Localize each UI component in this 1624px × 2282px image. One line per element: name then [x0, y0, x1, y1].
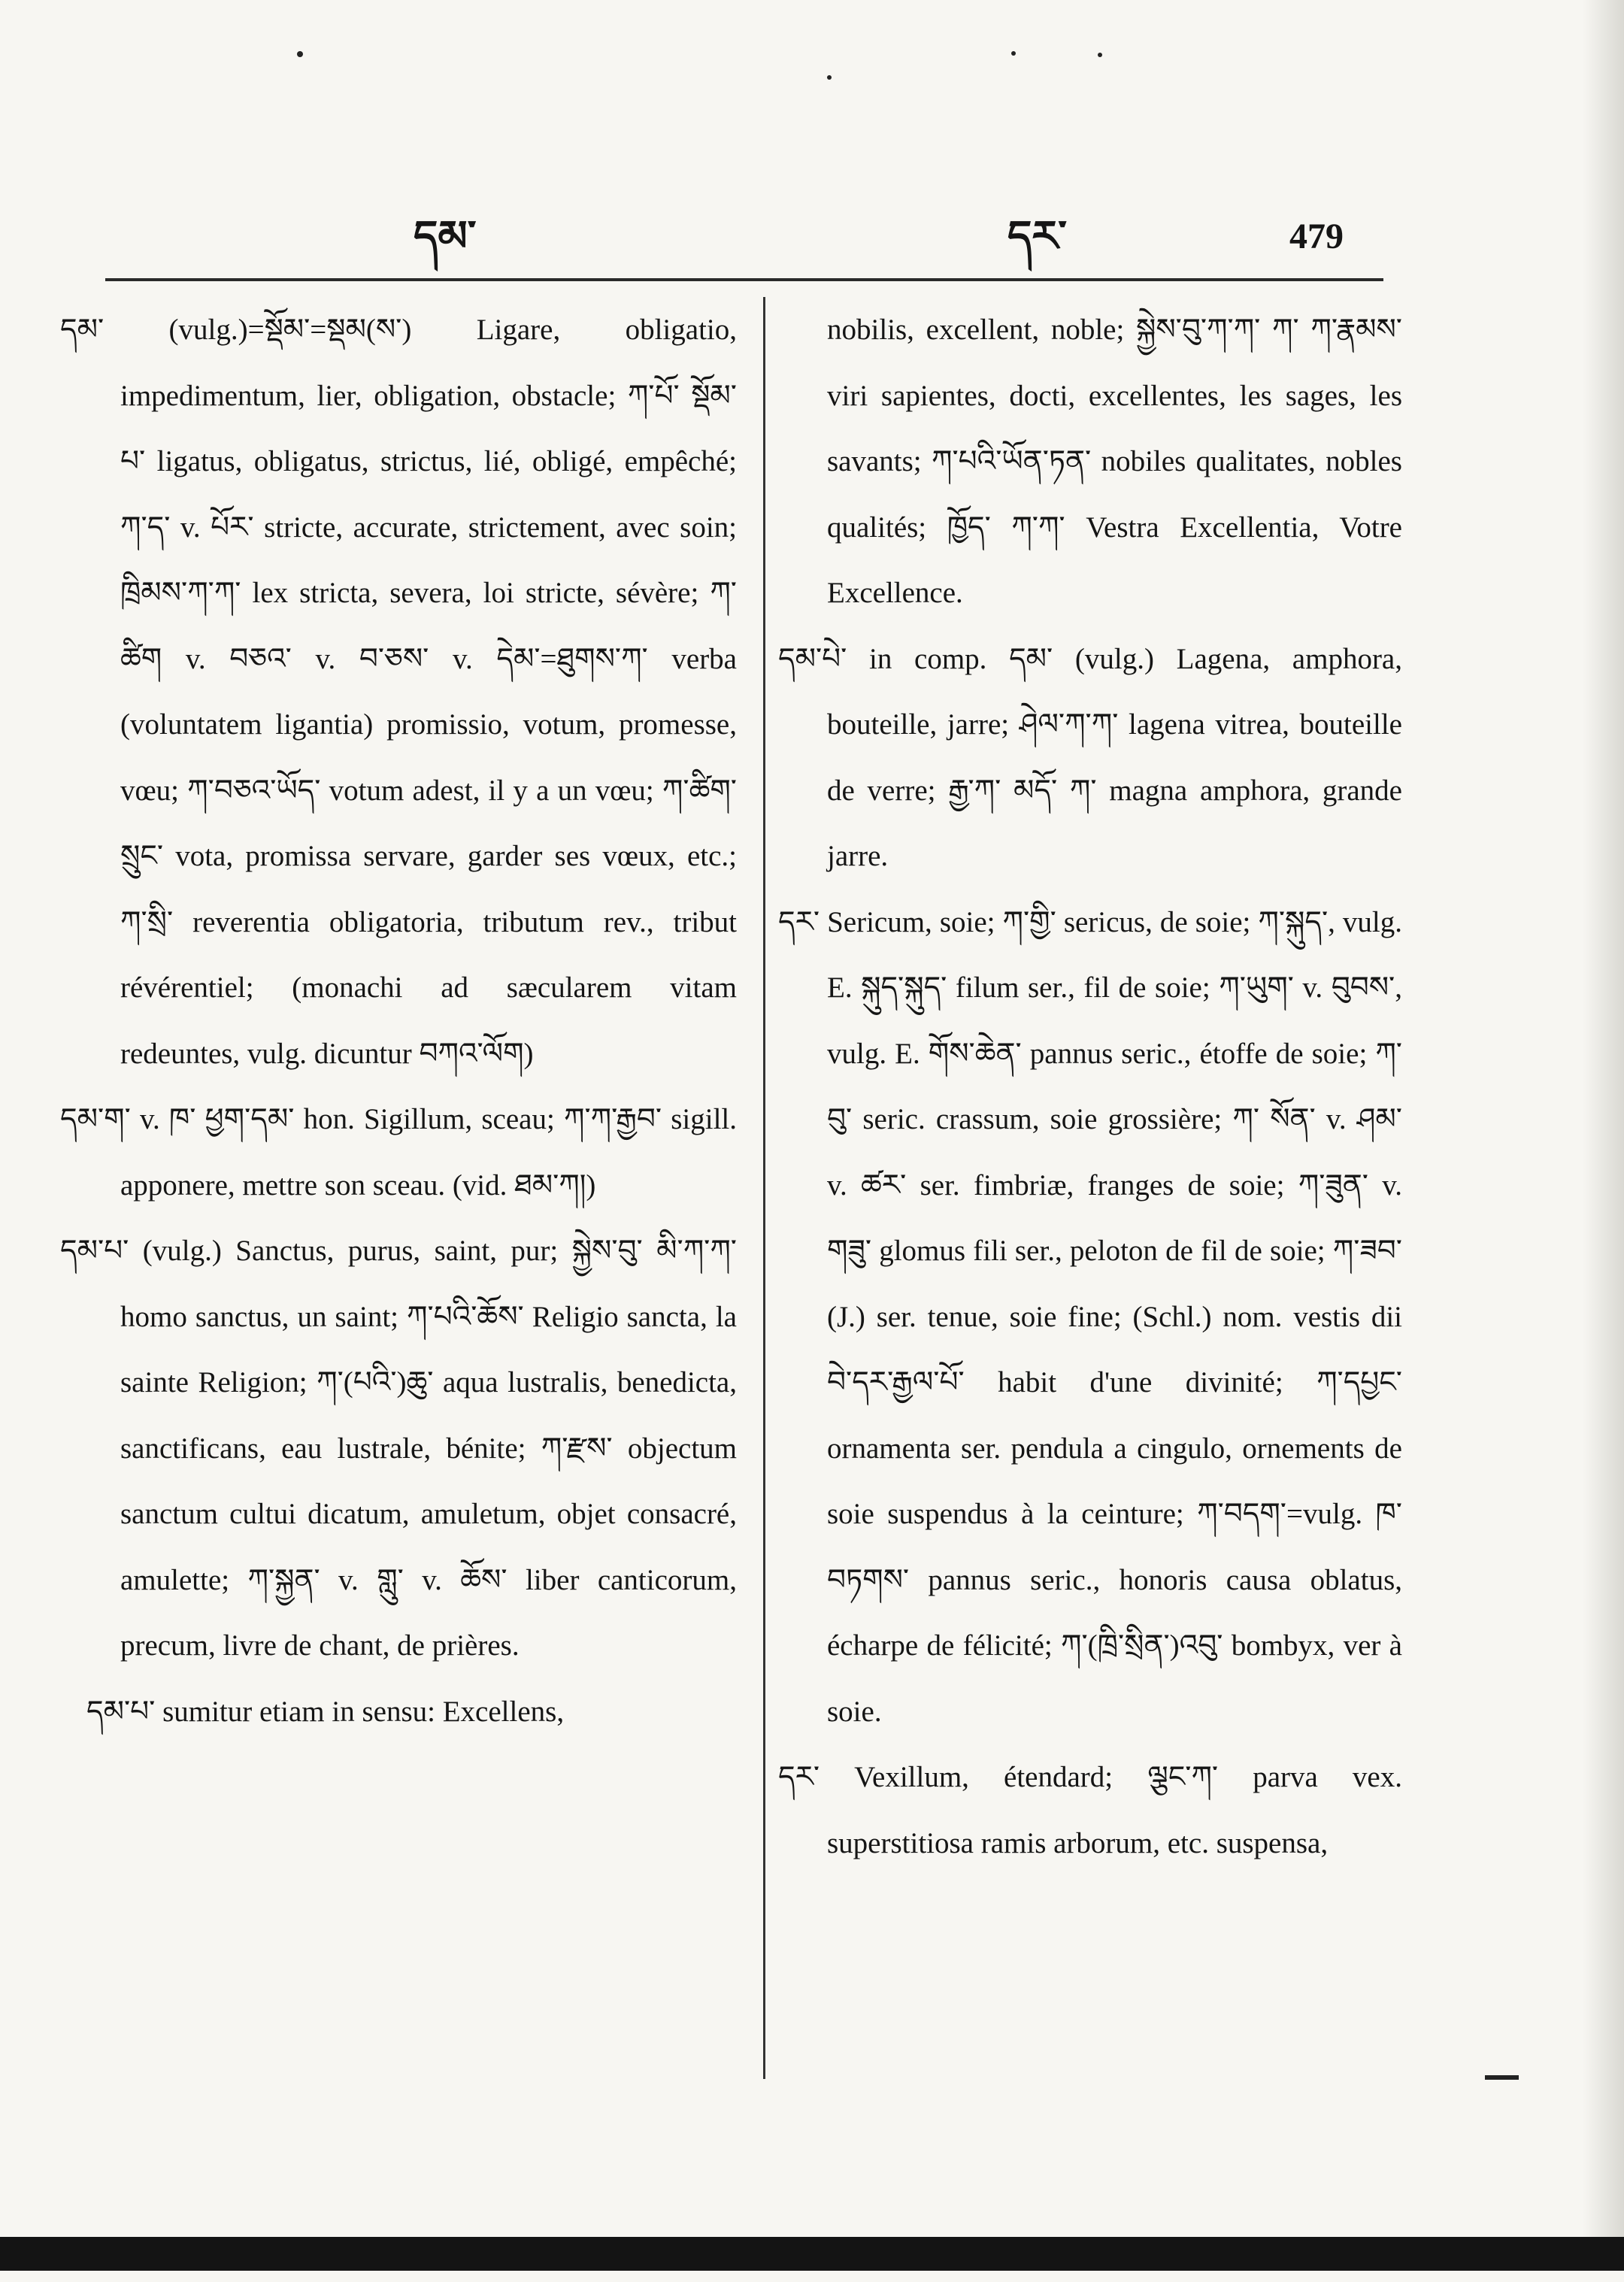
page-edge-shadow: [1583, 0, 1624, 2237]
dictionary-entry: དམ་པེ་ in comp. དམ་ (vulg.) Lagena, amphora, bouteille, jarre; ཤེལ་ཀ་ཀ་ lagena vitrea, bouteille de verre; རྒྱ་ཀ་ མདོ་ ཀ་ magna amphora, grande jarre.: [778, 642, 1402, 872]
ink-speck: [827, 75, 832, 80]
dictionary-entry: དར་ Vexillum, étendard; ལྕང་ཀ་ parva vex. superstitiosa ramis arborum, etc. suspensa,: [778, 1761, 1402, 1859]
dictionary-entry-continued: nobilis, excellent, noble; སྐྱེས་བུ་ཀ་ཀ་ ཀ་ ཀ་རྣམས་ viri sapientes, docti, excellentes, les sages, les savants; ཀ་པའི་ཡོན་ཏན་ nobiles qualitates, nobles qualités; ཁྱོད་ ཀ་ཀ་ Vestra Excellentia, Votre Excellence.: [827, 314, 1402, 609]
header-rule: [105, 278, 1383, 281]
dictionary-entry: དམ་པ་ sumitur etiam in sensu: Excellens,: [86, 1695, 565, 1728]
scan-bottom-band: [0, 2237, 1624, 2271]
dictionary-entry: དམ་པ་ (vulg.) Sanctus, purus, saint, pur; སྐྱེས་བུ་ མི་ཀ་ཀ་ homo sanctus, un saint; ཀ་པའི་ཆོས་ Religio sancta, la sainte Religion; ཀ་(པའི་)ཆུ་ aqua lustralis, benedicta, sanctificans, eau lustrale, bénite; ཀ་རྫས་ objectum sanctum cultui dicatum, amuletum, objet consacré, amulette; ཀ་སྐྱན་ v. གླུ་ v. ཆོས་ liber canticorum, precum, livre de chant, de prières.: [60, 1235, 737, 1662]
dictionary-entry: དམ་ག་ v. ཁ་ ཕྱག་དམ་ hon. Sigillum, sceau; ཀ་ཀ་རྒྱབ་ sigill. apponere, mettre son sceau. (vid. ཐམ་ཀ།): [60, 1103, 737, 1202]
running-head-right: དར་: [1007, 214, 1068, 260]
ink-speck: [297, 51, 303, 57]
column-divider: [763, 297, 765, 2079]
ink-speck: [1098, 53, 1102, 57]
dictionary-entry: དམ་ (vulg.)=སྡོམ་=སྡམ(ས་) Ligare, obligatio, impedimentum, lier, obligation, obstacle; ཀ་པོ་ སྡོམ་པ་ ligatus, obligatus, strictus, lié, obligé, empêché; ཀ་ད་ v. པོར་ stricte, accurate, strictement, avec soin; ཁྲིམས་ཀ་ཀ་ lex stricta, severa, loi stricte, sévère; ཀ་ཚིག v. བཅའ་ v. བ་ཅས་ v. དེམ་=ཐུགས་ཀ་ verba (voluntatem ligantia) promissio, votum, promesse, vœu; ཀ་བཅའ་ཡོད་ votum adest, il y a un vœu; ཀ་ཚིག་སྲུང་ vota, promissa servare, garder ses vœux, etc.; ཀ་སྲི་ reverentia obligatoria, tributum rev., tribut révérentiel; (monachi ad sæcularem vitam redeuntes, vulg. dicuntur བཀའ་ལོག): [60, 314, 737, 1070]
dictionary-entry: དར་ Sericum, soie; ཀ་གྱི་ sericus, de soie; ཀ་སྐུད་, vulg. E. སྐུད་སྐུད་ filum ser., fil de soie; ཀ་ཡུག་ v. བུབས་, vulg. E. གོས་ཆེན་ pannus seric., étoffe de soie; ཀ་བུ་ seric. crassum, soie grossière; ཀ་ སོན་ v. ཤམ་ v. ཚར་ ser. fimbriæ, franges de soie; ཀ་ཟུན་ v. གཟུ་ glomus fili ser., peloton de fil de soie; ཀ་ཟབ་ (J.) ser. tenue, soie fine; (Schl.) nom. vestis dii བེ་དར་རྒྱལ་པོ་ habit d'une divinité; ཀ་དཔྱང་ ornamenta ser. pendula a cingulo, ornements de soie suspendus à la ceinture; ཀ་བདག་=vulg. ཁ་བཏགས་ pannus seric., honoris causa oblatus, écharpe de félicité; ཀ་(ཁྲི་སྲིན་)འབུ་ bombyx, ver à soie.: [778, 905, 1402, 1728]
margin-mark: [1485, 2075, 1519, 2080]
left-column: [60, 297, 737, 1744]
ink-speck: [1011, 51, 1016, 56]
page-number: 479: [1289, 217, 1344, 256]
right-column: [778, 297, 1402, 1876]
running-head-left: དམ་: [414, 214, 477, 260]
